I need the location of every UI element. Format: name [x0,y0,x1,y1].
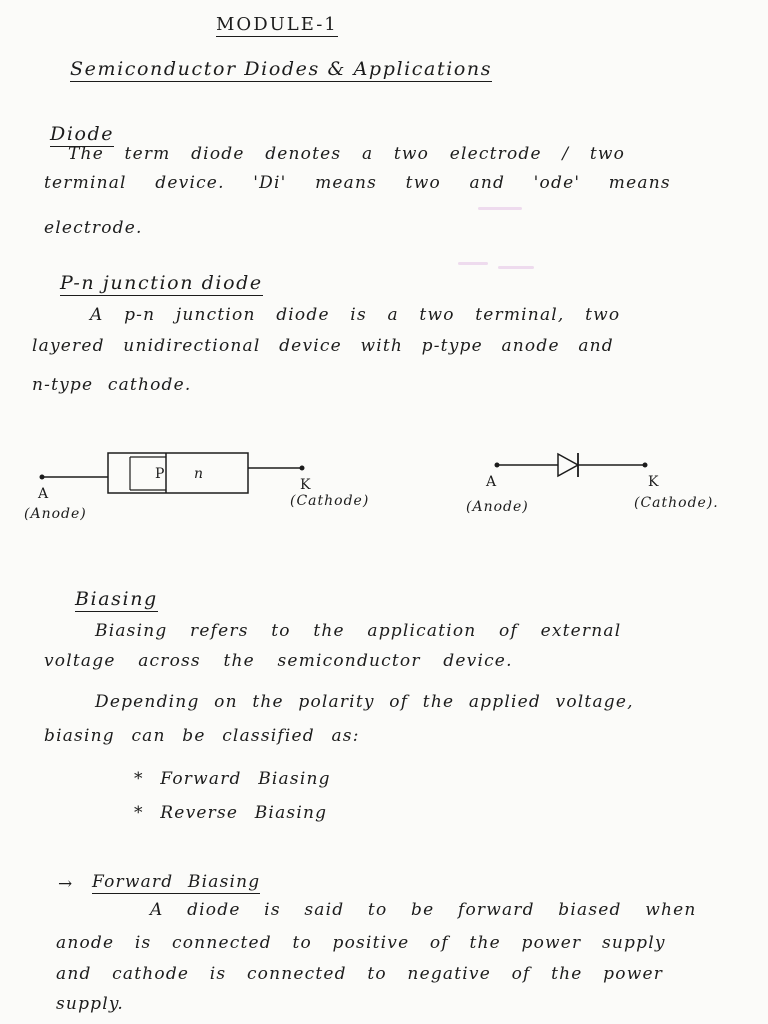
diode-line-3: electrode. [44,218,143,238]
biasing-line-3: Depending on the polarity of the applied voltage, [95,692,634,712]
biasing-list-item-2: * Reverse Biasing [134,803,328,823]
forward-line-1: A diode is said to be forward biased when [150,900,697,920]
biasing-heading: Biasing [75,588,158,610]
symbol-cathode-dot [643,463,648,468]
diode-line-1: The term diode denotes a two electrode / two [68,144,626,164]
biasing-line-1: Biasing refers to the application of external [95,621,622,641]
biasing-line-2: voltage across the semiconductor device. [44,651,513,671]
forward-line-4: supply. [56,994,125,1014]
diode-line-2: terminal device. 'Di' means two and 'ode' means [44,173,671,193]
anode-terminal-dot [40,475,45,480]
block-cathode-letter: K [300,477,312,493]
forward-heading: Forward Biasing [92,872,261,892]
subject-title: Semiconductor Diodes & Applications [70,58,493,80]
diode-triangle [558,454,578,476]
ink-smudge [478,207,522,210]
forward-arrow-icon: → [58,874,74,894]
n-region-label: n [194,466,205,482]
block-cathode-name: (Cathode) [290,493,370,509]
forward-line-3: and cathode is connected to negative of the power [56,964,664,984]
pn-line-3: n-type cathode. [32,375,192,395]
symbol-cathode-name: (Cathode). [634,495,719,511]
ink-smudge [498,266,534,269]
cathode-terminal-dot [300,466,305,471]
p-region-label: P [155,466,166,482]
diode-heading: Diode [50,123,115,145]
module-title: MODULE-1 [216,14,338,35]
symbol-cathode-letter: K [648,474,660,490]
symbol-anode-name: (Anode) [466,499,529,515]
pn-line-2: layered unidirectional device with p-type anode and [32,336,614,356]
symbol-anode-letter: A [486,474,498,490]
diode-symbol-diagram [490,448,660,488]
block-anode-name: (Anode) [24,506,87,522]
forward-line-2: anode is connected to positive of the power supply [56,933,666,953]
block-anode-letter: A [38,486,50,502]
pn-junction-heading: P-n junction diode [60,272,263,294]
pn-line-1: A p-n junction diode is a two terminal, two [90,305,621,325]
ink-smudge [458,262,488,265]
biasing-line-4: biasing can be classified as: [44,726,360,746]
pn-block [108,453,248,493]
biasing-list-item-1: * Forward Biasing [134,769,331,789]
